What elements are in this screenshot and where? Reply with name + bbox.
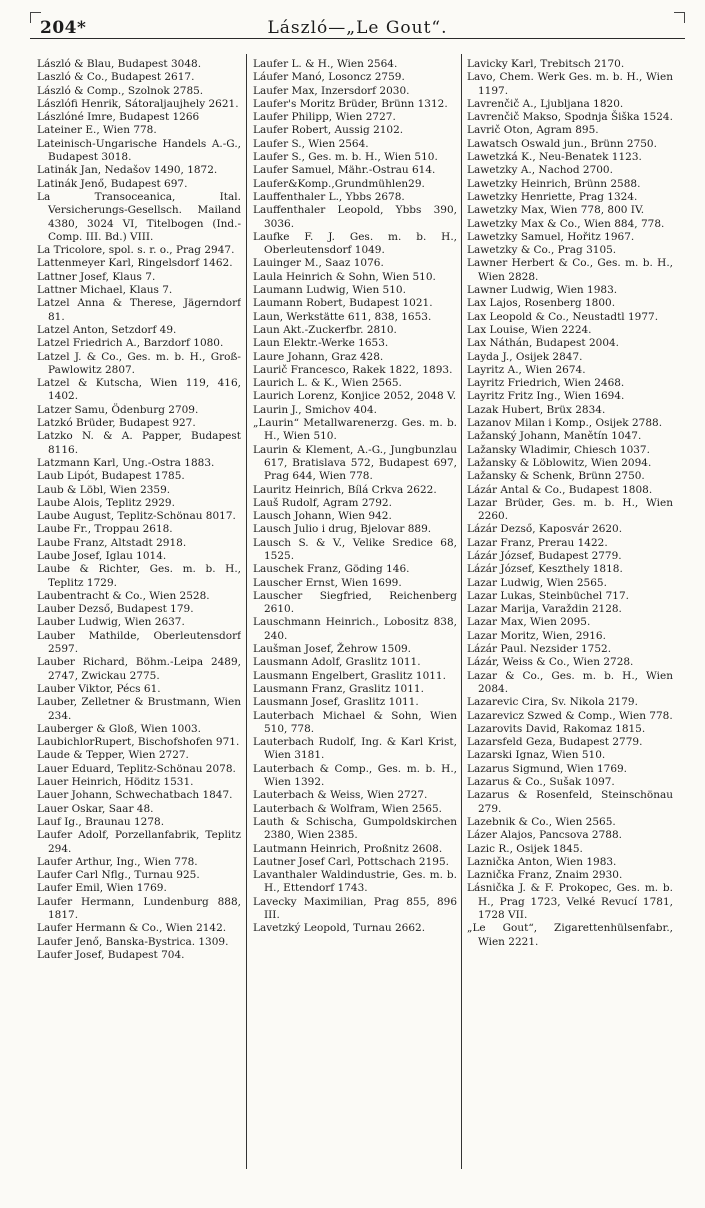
directory-entry: „Le Gout“, Zigarettenhülsenfabr., Wien 2221. bbox=[467, 922, 673, 948]
column-1 bbox=[37, 58, 241, 1188]
directory-entry: Laufer Carl Nflg., Turnau 925. bbox=[37, 869, 200, 882]
directory-entry: Lawatsch Oswald jun., Brünn 2750. bbox=[467, 137, 657, 150]
directory-entry: Latzel J. & Co., Ges. m. b. H., Groß-Pawlowitz 2807. bbox=[37, 350, 241, 376]
page-header bbox=[30, 12, 685, 39]
directory-entry: Lauffenthaler Leopold, Ybbs 390, 3036. bbox=[253, 204, 457, 230]
directory-entry: Lateinisch-Ungarische Handels A.-G., Budapest 3018. bbox=[37, 137, 241, 164]
page-number: 204* bbox=[40, 18, 87, 38]
directory-entry: Lausch S. & V., Velike Sredice 68, 1525. bbox=[253, 536, 457, 562]
directory-entry: Lauth & Schischa, Gumpoldskirchen 2380, Wien 2385. bbox=[253, 815, 457, 842]
directory-entry: Lavecky Maximilian, Prag 855, 896 III. bbox=[253, 895, 457, 921]
directory-entry: Lazar Franz, Prerau 1422. bbox=[467, 536, 608, 549]
directory-entry: Laun Akt.-Zuckerfbr. 2810. bbox=[253, 323, 397, 336]
directory-entry: Lazar Max, Wien 2095. bbox=[467, 616, 591, 629]
column-2 bbox=[253, 58, 457, 1188]
directory-entry: Lausmann Adolf, Graslitz 1011. bbox=[253, 656, 421, 669]
directory-entry: Lavicky Karl, Trebitsch 2170. bbox=[467, 58, 625, 70]
directory-entry: Lawetzky Heinrich, Brünn 2588. bbox=[467, 177, 641, 190]
directory-entry: Laufer Samuel, Mähr.-Ostrau 614. bbox=[253, 164, 436, 177]
directory-entry: Lavetzký Leopold, Turnau 2662. bbox=[253, 922, 426, 935]
directory-entry: Layritz A., Wien 2674. bbox=[467, 363, 586, 376]
directory-entry: Lazar Lukas, Steinbüchel 717. bbox=[467, 589, 629, 602]
directory-entry: Laufer Robert, Aussig 2102. bbox=[253, 124, 404, 137]
directory-entry: Lausch Julio i drug, Bjelovar 889. bbox=[253, 523, 432, 536]
directory-entry: Lausmann Josef, Graslitz 1011. bbox=[253, 696, 419, 709]
directory-entry: Láufer Manó, Losoncz 2759. bbox=[253, 71, 405, 84]
directory-entry: Lausmann Franz, Graslitz 1011. bbox=[253, 682, 424, 695]
directory-entry: Lattenmeyer Karl, Ringelsdorf 1462. bbox=[37, 257, 233, 270]
directory-entry: Lazic R., Osijek 1845. bbox=[467, 842, 583, 855]
directory-entry: Laufer Max, Inzersdorf 2030. bbox=[253, 84, 410, 97]
directory-entry: Lawetzky Samuel, Hořitz 1967. bbox=[467, 230, 635, 243]
directory-entry: Lawetzká K., Neu-Benatek 1123. bbox=[467, 151, 642, 164]
directory-entry: Laufer Philipp, Wien 2727. bbox=[253, 111, 396, 124]
column-3 bbox=[467, 58, 673, 1188]
directory-entry: Lažansky Wladimir, Chiesch 1037. bbox=[467, 443, 650, 456]
directory-entry: László & Comp., Szolnok 2785. bbox=[37, 84, 204, 97]
directory-entry: Lavrenčič Makso, Spodnja Šiška 1524. bbox=[467, 111, 673, 124]
directory-entry: Lauf Ig., Braunau 1278. bbox=[37, 815, 165, 828]
directory-entry: Laufer Adolf, Porzellanfabrik, Teplitz 294. bbox=[37, 829, 241, 855]
directory-entry: Lauterbach & Comp., Ges. m. b. H., Wien 1392. bbox=[253, 762, 457, 789]
directory-entry: Lauschmann Heinrich., Lobositz 838, 240. bbox=[253, 616, 457, 642]
directory-entry: Latzel & Kutscha, Wien 119, 416, 1402. bbox=[37, 377, 241, 403]
directory-entry: Laufer Arthur, Ing., Wien 778. bbox=[37, 855, 198, 868]
directory-entry: La Tricolore, spol. s. r. o., Prag 2947. bbox=[37, 244, 235, 257]
directory-entry: Laula Heinrich & Sohn, Wien 510. bbox=[253, 270, 436, 283]
directory-entry: Laufer Hermann & Co., Wien 2142. bbox=[37, 922, 227, 935]
directory-entry: Latzko N. & A. Papper, Budapest 8116. bbox=[37, 430, 241, 456]
directory-entry: Laufer L. & H., Wien 2564. bbox=[253, 58, 398, 70]
directory-entry: Lauber Richard, Böhm.-Leipa 2489, 2747, Zwickau 2775. bbox=[37, 656, 241, 682]
directory-entry: Laszló & Co., Budapest 2617. bbox=[37, 71, 195, 84]
column-divider bbox=[461, 54, 462, 1169]
directory-entry: Lazar Marija, Varaždin 2128. bbox=[467, 603, 622, 616]
directory-entry: Laun Elektr.-Werke 1653. bbox=[253, 337, 389, 350]
directory-entry: Lázár József, Keszthely 1818. bbox=[467, 563, 623, 576]
directory-entry: Laube August, Teplitz-Schönau 8017. bbox=[37, 510, 236, 523]
directory-entry: Laznička Anton, Wien 1983. bbox=[467, 855, 617, 868]
directory-entry: Lauterbach & Wolfram, Wien 2565. bbox=[253, 802, 442, 815]
directory-entry: Lavrenčič A., Ljubljana 1820. bbox=[467, 97, 624, 110]
directory-entry: Laufer Josef, Budapest 704. bbox=[37, 948, 185, 961]
directory-entry: Lateiner E., Wien 778. bbox=[37, 124, 157, 137]
directory-entry: Laube Fr., Troppau 2618. bbox=[37, 523, 173, 536]
directory-entry: Lauber, Zelletner & Brustmann, Wien 234. bbox=[37, 696, 241, 722]
directory-entry: Laube Josef, Iglau 1014. bbox=[37, 549, 167, 562]
directory-entry: Lax Louise, Wien 2224. bbox=[467, 323, 592, 336]
directory-entry: Lázer Alajos, Pancsova 2788. bbox=[467, 829, 622, 842]
running-head: László—„Le Gout“. bbox=[267, 18, 448, 38]
directory-entry: La Transoceanica, Ital. Versicherungs-Gesellsch. Mailand 4380, 3024 VI, Titelbogen (Ind.-Comp. III. Bd.) VIII. bbox=[37, 190, 241, 243]
directory-entry: Latzel Friedrich A., Barzdorf 1080. bbox=[37, 337, 224, 350]
directory-entry: Lazarsfeld Geza, Budapest 2779. bbox=[467, 736, 643, 749]
directory-entry: Lászlófi Henrik, Sátoraljaujhely 2621. bbox=[37, 97, 239, 110]
directory-entry: Lauber Dezső, Budapest 179. bbox=[37, 603, 194, 616]
directory-entry: Laurič Francesco, Rakek 1822, 1893. bbox=[253, 363, 453, 376]
directory-entry: Lautmann Heinrich, Proßnitz 2608. bbox=[253, 842, 443, 855]
directory-entry: Laufer Jenő, Banska-Bystrica. 1309. bbox=[37, 935, 229, 948]
column-divider bbox=[246, 54, 247, 1169]
directory-entry: Laufer's Moritz Brüder, Brünn 1312. bbox=[253, 97, 448, 110]
directory-entry: Lautner Josef Carl, Pottschach 2195. bbox=[253, 855, 449, 868]
directory-entry: Laubentracht & Co., Wien 2528. bbox=[37, 589, 210, 602]
directory-entry: László & Blau, Budapest 3048. bbox=[37, 58, 202, 70]
directory-entry: Lazar Ludwig, Wien 2565. bbox=[467, 576, 607, 589]
directory-entry: Lazar & Co., Ges. m. b. H., Wien 2084. bbox=[467, 669, 673, 695]
directory-entry: Lauer Oskar, Saar 48. bbox=[37, 802, 154, 815]
directory-entry: Lauber Ludwig, Wien 2637. bbox=[37, 616, 185, 629]
directory-entry: Lausmann Engelbert, Graslitz 1011. bbox=[253, 669, 446, 682]
directory-entry: Latinák Jan, Nedašov 1490, 1872. bbox=[37, 164, 218, 177]
directory-entry: Lavanthaler Waldindustrie, Ges. m. b. H., Ettendorf 1743. bbox=[253, 869, 457, 895]
directory-entry: Laufer S., Ges. m. b. H., Wien 510. bbox=[253, 151, 438, 164]
directory-entry: Lazar Brüder, Ges. m. b. H., Wien 2260. bbox=[467, 496, 673, 523]
directory-entry: Latzel Anton, Setzdorf 49. bbox=[37, 323, 177, 336]
directory-entry: Laušman Josef, Žehrow 1509. bbox=[253, 643, 412, 656]
directory-entry: Lax Lajos, Rosenberg 1800. bbox=[467, 297, 616, 310]
directory-entry: Lauschek Franz, Göding 146. bbox=[253, 563, 410, 576]
directory-entry: Lauinger M., Saaz 1076. bbox=[253, 257, 384, 270]
directory-entry: Layda J., Osijek 2847. bbox=[467, 350, 583, 363]
directory-entry: Lattner Josef, Klaus 7. bbox=[37, 270, 156, 283]
directory-entry: Lauscher Siegfried, Reichenberg 2610. bbox=[253, 589, 457, 616]
directory-entry: Laube Alois, Teplitz 2929. bbox=[37, 496, 175, 509]
directory-entry: Laufke F. J. Ges. m. b. H., Oberleutensdorf 1049. bbox=[253, 230, 457, 257]
directory-entry: Layritz Fritz Ing., Wien 1694. bbox=[467, 390, 625, 403]
directory-entry: Lauffenthaler L., Ybbs 2678. bbox=[253, 190, 405, 203]
directory-entry: Lauberger & Gloß, Wien 1003. bbox=[37, 722, 202, 735]
directory-entry: Laun, Werkstätte 611, 838, 1653. bbox=[253, 310, 432, 323]
directory-entry: Lauterbach & Weiss, Wien 2727. bbox=[253, 789, 428, 802]
directory-entry: Lázár Dezső, Kaposvár 2620. bbox=[467, 523, 623, 536]
directory-entry: Lauer Eduard, Teplitz-Schönau 2078. bbox=[37, 762, 236, 775]
directory-entry: Lauš Rudolf, Agram 2792. bbox=[253, 496, 392, 509]
directory-entry: Latzmann Karl, Ung.-Ostra 1883. bbox=[37, 456, 215, 469]
directory-entry: Lásnička J. & F. Prokopec, Ges. m. b. H., Prag 1723, Velké Revucí 1781, 1728 VII. bbox=[467, 882, 673, 921]
directory-entry: Lazak Hubert, Brüx 2834. bbox=[467, 403, 606, 416]
directory-entry: Laube & Richter, Ges. m. b. H., Teplitz 1729. bbox=[37, 563, 241, 589]
directory-entry: Lawetzky A., Nachod 2700. bbox=[467, 164, 613, 177]
directory-entry: Laure Johann, Graz 428. bbox=[253, 350, 384, 363]
directory-entry: Lazarus Sigmund, Wien 1769. bbox=[467, 762, 628, 775]
directory-entry: Laumann Ludwig, Wien 510. bbox=[253, 284, 406, 297]
directory-entry: Laznička Franz, Znaim 2930. bbox=[467, 869, 623, 882]
directory-entry: Lauber Viktor, Pécs 61. bbox=[37, 682, 161, 695]
directory-entry: Lavrič Oton, Agram 895. bbox=[467, 124, 599, 137]
directory-entry: Lawner Ludwig, Wien 1983. bbox=[467, 284, 618, 297]
directory-entry: „Laurin“ Metallwarenerzg. Ges. m. b. H., Wien 510. bbox=[253, 417, 457, 443]
directory-entry: Laurich L. & K., Wien 2565. bbox=[253, 377, 402, 390]
directory-entry: Lawetzky & Co., Prag 3105. bbox=[467, 244, 617, 257]
directory-entry: Laufer Emil, Wien 1769. bbox=[37, 882, 167, 895]
directory-entry: Lawetzky Max & Co., Wien 884, 778. bbox=[467, 217, 665, 230]
directory-entry: Lazarus & Rosenfeld, Steinschönau 279. bbox=[467, 789, 673, 815]
directory-entry: Lax Náthán, Budapest 2004. bbox=[467, 337, 620, 350]
directory-entry: Latzer Samu, Ödenburg 2709. bbox=[37, 403, 199, 416]
directory-entry: Lazarus & Co., Sušak 1097. bbox=[467, 776, 615, 789]
directory-entry: Laufer Hermann, Lundenburg 888, 1817. bbox=[37, 895, 241, 921]
directory-entry: Lázár, Weiss & Co., Wien 2728. bbox=[467, 656, 634, 669]
directory-entry: Lazanov Milan i Komp., Osijek 2788. bbox=[467, 417, 663, 430]
directory-entry: Laurich Lorenz, Konjice 2052, 2048 V. bbox=[253, 390, 457, 403]
directory-entry: Lawetzky Max, Wien 778, 800 IV. bbox=[467, 204, 645, 217]
directory-entry: Laurin J., Smichov 404. bbox=[253, 403, 378, 416]
directory-entry: Lászlóné Imre, Budapest 1266 bbox=[37, 111, 200, 124]
directory-entry: LaubichlorRupert, Bischofshofen 971. bbox=[37, 736, 240, 749]
directory-entry: Latzkó Brüder, Budapest 927. bbox=[37, 417, 196, 430]
directory-entry: Lauer Heinrich, Höditz 1531. bbox=[37, 776, 194, 789]
directory-entry: Lázár József, Budapest 2779. bbox=[467, 549, 622, 562]
directory-entry: Latzel Anna & Therese, Jägerndorf 81. bbox=[37, 297, 241, 323]
directory-entry: Lázár Paul. Nezsider 1752. bbox=[467, 643, 612, 656]
directory-entry: Lazar Moritz, Wien, 2916. bbox=[467, 629, 606, 642]
directory-entry: Lázár Antal & Co., Budapest 1808. bbox=[467, 483, 653, 496]
directory-entry: Lazarevicz Szwed & Comp., Wien 778. bbox=[467, 709, 673, 722]
directory-entry: Lazebnik & Co., Wien 2565. bbox=[467, 815, 616, 828]
directory-entry: Lazarovits David, Rakomaz 1815. bbox=[467, 722, 646, 735]
directory-entry: Laub Lipót, Budapest 1785. bbox=[37, 470, 185, 483]
directory-entry: Lazarevic Cira, Sv. Nikola 2179. bbox=[467, 696, 638, 709]
directory-entry: Latinák Jenő, Budapest 697. bbox=[37, 177, 188, 190]
directory-entry: Lauritz Heinrich, Bílá Crkva 2622. bbox=[253, 483, 437, 496]
directory-entry: Lavo, Chem. Werk Ges. m. b. H., Wien 1197. bbox=[467, 71, 673, 97]
directory-entry: Lax Leopold & Co., Neustadtl 1977. bbox=[467, 310, 659, 323]
directory-entry: Lažansky & Schenk, Brünn 2750. bbox=[467, 470, 645, 483]
directory-entry: Laub & Löbl, Wien 2359. bbox=[37, 483, 171, 496]
directory-entry: Lauscher Ernst, Wien 1699. bbox=[253, 576, 402, 589]
directory-entry: Lausch Johann, Wien 942. bbox=[253, 510, 392, 523]
directory-entry: Lawner Herbert & Co., Ges. m. b. H., Wien 2828. bbox=[467, 257, 673, 283]
directory-entry: Lauterbach Michael & Sohn, Wien 510, 778. bbox=[253, 709, 457, 735]
directory-entry: Lauber Mathilde, Oberleutensdorf 2597. bbox=[37, 629, 241, 656]
directory-entry: Laurin & Klement, A.-G., Jungbunzlau 617, Bratislava 572, Budapest 697, Prag 644, Wien 778. bbox=[253, 443, 457, 483]
directory-entry: Laufer S., Wien 2564. bbox=[253, 137, 369, 150]
directory-entry: Laude & Tepper, Wien 2727. bbox=[37, 749, 189, 762]
directory-entry: Lattner Michael, Klaus 7. bbox=[37, 284, 173, 297]
directory-entry: Lauer Johann, Schwechatbach 1847. bbox=[37, 789, 233, 802]
directory-entry: Lazarski Ignaz, Wien 510. bbox=[467, 749, 606, 762]
directory-entry: Lauterbach Rudolf, Ing. & Karl Krist, Wien 3181. bbox=[253, 736, 457, 762]
directory-entry: Laube Franz, Altstadt 2918. bbox=[37, 536, 187, 549]
directory-entry: Lawetzky Henriette, Prag 1324. bbox=[467, 190, 638, 203]
directory-entry: Layritz Friedrich, Wien 2468. bbox=[467, 377, 625, 390]
directory-entry: Lažansky & Löblowitz, Wien 2094. bbox=[467, 456, 652, 469]
directory-entry: Lažanský Johann, Manětín 1047. bbox=[467, 430, 642, 443]
directory-entry: Laumann Robert, Budapest 1021. bbox=[253, 297, 433, 310]
directory-entry: Laufer&Komp.,Grundmühlen29. bbox=[253, 177, 425, 190]
